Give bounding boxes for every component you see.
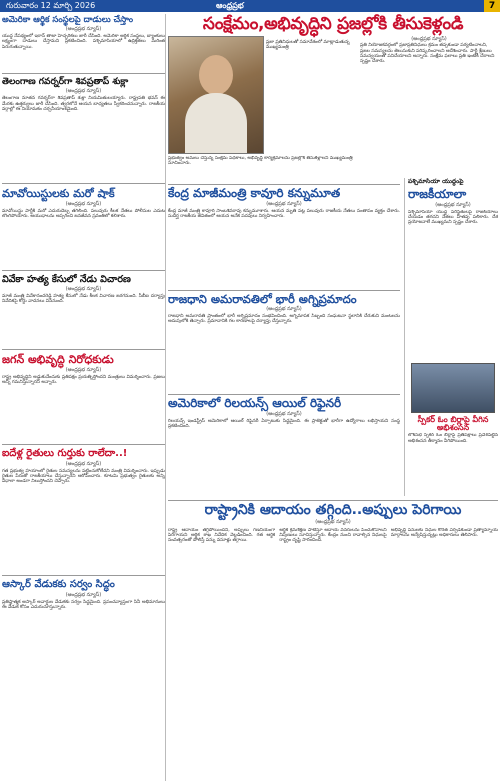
byline: (ఆంధ్రప్రభ న్యూస్): [266, 200, 302, 207]
page-header: [0, 0, 500, 12]
byline: (ఆంధ్రప్రభ న్యూస్): [266, 410, 302, 417]
sub-headline: స్పీకర్ ఓం బిర్లాపై వీగిన అభిశంసన: [417, 414, 489, 432]
headline: కేంద్ర మాజీమంత్రి కావూరి కన్నుమూత: [168, 186, 341, 200]
divider: [168, 290, 400, 291]
divider: [168, 184, 400, 185]
byline: (ఆంధ్రప్రభ న్యూస్): [411, 36, 447, 42]
article-body: రాష్ట్ర అభివృద్ధిని అడ్డుకునేందుకు ప్రతిపక్షం ప్రయత్నిస్తోందని మంత్రులు విమర్శించారు. ప్రజలు అన్నీ గమనిస్తున్నారని అన్నారు.: [2, 374, 165, 385]
story-jagan: [2, 352, 165, 442]
sidebar-label: పశ్చిమాసియా యుద్ధంపై: [408, 178, 464, 185]
byline: (ఆంధ్రప్రభ న్యూస్): [435, 201, 471, 208]
article-body: గత ప్రభుత్వ హయాంలో రైతుల సమస్యలను పట్టించుకోలేదని మంత్రి విమర్శించారు. ఇప్పుడు రైతుల పేరుతో రాజకీయాలు చేస్తున్నారని ఆరోపించారు. కూటమి ప్రభుత్వం రైతులకు అన్ని విధాలా అండగా నిలుస్తోందని చెప్పారు.: [2, 468, 165, 485]
byline: (ఆంధ్రప్రభ న్యూస్): [65, 591, 102, 598]
story-maoists: [2, 186, 165, 268]
story-iran-warning: [2, 14, 165, 71]
byline: (ఆంధ్రప్రభ న్యూస్): [65, 285, 102, 292]
headline: తెలంగాణ గవర్నర్‌గా శివప్రతాప్ శుక్లా: [2, 77, 129, 87]
headline: అమెరికాలో రిలయన్స్ ఆయిల్ రిఫైనరీ: [168, 396, 342, 410]
byline: (ఆంధ్రప్రభ న్యూస్): [65, 88, 102, 95]
left-column: [2, 14, 166, 781]
divider: [2, 349, 165, 350]
headline: జగన్ అభివృద్ధి నిరోధకుడు: [2, 353, 114, 366]
byline: (ఆంధ్రప్రభ న్యూస్): [65, 366, 102, 373]
divider: [2, 73, 165, 74]
story-telangana-governor: [2, 76, 165, 181]
divider: [168, 394, 400, 395]
headline: ఆస్కార్ వేడుకకు సర్వం సిద్ధం: [2, 579, 115, 590]
byline: (ఆంధ్రప్రభ న్యూస్): [266, 306, 302, 313]
article-body-col2: ఆర్థిక క్రమశిక్షణ పాటిస్తూ ఆదాయ వనరులను పెంచుకోవాలని నిపుణులు సూచిస్తున్నారు. కేంద్రం నుంచి రావాల్సిన నిధులపై రాష్ట్రం దృష్టి సారించింది.: [279, 527, 387, 544]
headline: రాజధాని అమరావతిలో భారీ అగ్నిప్రమాదం: [168, 292, 357, 306]
story-kavuri: [168, 182, 400, 285]
main-column: [168, 14, 498, 781]
divider: [2, 270, 165, 271]
article-body-col1: రాష్ట్ర ఆదాయం తగ్గిపోయిందని, అప్పులు గణనీయంగా పెరిగాయని ఆర్థిక శాఖ నివేదిక వెల్లడించింది. గత ఆర్థిక సంవత్సరంతో పోలిస్తే పన్ను వసూళ్లు తగ్గాయి.: [168, 527, 276, 544]
story-state-finances: [168, 500, 498, 781]
article-body: మావోయిస్టు పార్టీకి మరో ఎదురుదెబ్బ తగిలింది. పలువురు కీలక నేతలు పోలీసుల ఎదుట లొంగిపోయారు. ఆయుధాలను అప్పగించి జనజీవన స్రవంతిలో కలిశారు.: [2, 208, 165, 219]
story-farmers: [2, 447, 165, 573]
lead-body-text: ప్రతి నియోజకవర్గంలో ప్రజాప్రతినిధులు క్రమం తప్పకుండా పర్యటించాలని, ప్రజల సమస్యలను తెలుసుకుని పరిష్కరించాలని ఆదేశించారు. పార్టీ శ్రేణులు సమన్వయంతో పనిచేయాలని అన్నారు. సంక్షేమ ఫలాలు ప్రతి ఇంటికీ చేరాలని స్పష్టం చేశారు.: [360, 43, 495, 65]
sidebar-headline: రాజకీయాలా: [408, 187, 467, 201]
article-body: రిలయన్స్ ఇండస్ట్రీస్ అమెరికాలో ఆయిల్ రిఫైనరీ ఏర్పాటుకు సిద్ధమైంది. ఈ ప్రాజెక్టుతో భారీగా ఉద్యోగాలు లభిస్తాయని సంస్థ ప్రకటించింది.: [168, 418, 400, 429]
byline: (ఆంధ్రప్రభ న్యూస్): [65, 25, 102, 32]
divider: [2, 183, 165, 184]
article-body-col3: అభివృద్ధి పనులకు నిధుల కొరత ఏర్పడకుండా ప్రత్యామ్నాయ మార్గాలను అన్వేషిస్తున్నట్లు అధికారులు తెలిపారు.: [390, 527, 498, 538]
article-body: పశ్చిమాసియా యుద్ధ పరిస్థితులపై రాజకీయాలు చేయడం తగదని నేతలు హితవు పలికారు. దేశ ప్రయోజనాలే ముఖ్యమని స్పష్టం చేశారు.: [408, 209, 498, 226]
divider: [2, 575, 165, 576]
article-columns: [168, 528, 498, 773]
story-reliance-refinery: [168, 392, 400, 496]
headline: రాష్ట్రానికి ఆదాయం తగ్గింది..అప్పులు పెరిగాయి: [204, 502, 462, 518]
banner-headline: సంక్షేమం,అభివృద్ధిని ప్రజల్లోకి తీసుకెళ్లండి: [202, 14, 464, 34]
article-body: కేంద్ర మాజీ మంత్రి కావూరి సాంబశివరావు కన్నుమూశారు. ఆయన మృతి పట్ల పలువురు రాజకీయ నేతలు సంతాపం వ్యక్తం చేశారు. సుదీర్ఘ రాజకీయ జీవితంలో ఆయన అనేక పదవులు నిర్వహించారు.: [168, 208, 400, 219]
sidebar-story: [404, 178, 498, 496]
story-viveka-case: [2, 273, 165, 347]
headline: అమెరికా ఆర్థిక సంస్థలపై దాడులు చేస్తాం: [2, 15, 134, 25]
divider: [2, 444, 165, 445]
photo-caption: ప్రజా ప్రతినిధులతో సమావేశంలో మాట్లాడుతున్న ముఖ్యమంత్రి: [266, 40, 350, 51]
headline: మావోయిస్టులకు మరో షాక్: [2, 187, 115, 200]
page-number: 7: [484, 0, 500, 12]
headline: ఐదేళ్ల రైతులు గుర్తుకు రాలేదా..!: [2, 448, 128, 459]
article-body: యుద్ధ నేపథ్యంలో ఇరాన్ తాజా హెచ్చరికలు జారీ చేసింది. అమెరికా ఆర్థిక సంస్థలు, బ్యాంకులు లక్ష్యంగా దాడులు చేస్తామని ప్రకటించింది. పశ్చిమాసియాలో ఉద్రిక్తతలు మరింత పెరుగుతున్నాయి.: [2, 33, 165, 50]
photo-body: [185, 93, 247, 153]
story-oscars: [2, 578, 165, 640]
byline: (ఆంధ్రప్రభ న్యూస్): [65, 460, 102, 467]
article-body: తెలంగాణ నూతన గవర్నర్‌గా శివప్రతాప్ శుక్లా నియమితులయ్యారు. రాష్ట్రపతి భవన్ ఈ మేరకు ఉత్తర్వులు జారీ చేసింది. త్వరలోనే ఆయన బాధ్యతలు స్వీకరించనున్నారు. రాజకీయ వర్గాల్లో ఈ నియామకం చర్చనీయాంశమైంది.: [2, 96, 165, 113]
lead-body-right: [360, 36, 498, 176]
photo-face: [199, 55, 233, 95]
masthead-title: ఆంధ్రప్రభ: [216, 1, 244, 10]
lead-body-left: ప్రభుత్వం అమలు చేస్తున్న సంక్షేమ పథకాలు, అభివృద్ధి కార్యక్రమాలను ప్రజల్లోకి తీసుకెళ్లాలని ముఖ్యమంత్రి సూచించారు.: [168, 156, 353, 167]
byline: (ఆంధ్రప్రభ న్యూస్): [315, 518, 351, 525]
headline: వివేకా హత్య కేసులో నేడు విచారణ: [2, 274, 131, 285]
article-body: ప్రతిష్ఠాత్మక ఆస్కార్ అవార్డుల వేడుకకు సర్వం సిద్ధమైంది. ప్రపంచవ్యాప్తంగా సినీ అభిమానులు ఈ వేడుక కోసం ఎదురుచూస్తున్నారు.: [2, 599, 165, 610]
story-amaravati-fire: [168, 288, 400, 388]
article-body: మాజీ మంత్రి వివేకానందరెడ్డి హత్య కేసులో నేడు కీలక విచారణ జరగనుంది. సీబీఐ దర్యాప్తు నివేదికపై కోర్టు వాదనలు విననుంది.: [2, 293, 165, 305]
sidebar-photo: [411, 363, 495, 413]
sub-article-body: లోక్‌సభ స్పీకర్ ఓం బిర్లాపై ప్రతిపక్షాలు ప్రవేశపెట్టిన అభిశంసన తీర్మానం వీగిపోయింది.: [408, 433, 498, 444]
lead-story: [168, 36, 498, 176]
byline: (ఆంధ్రప్రభ న్యూస్): [65, 200, 102, 207]
chief-minister-photo: [168, 36, 264, 154]
issue-date: గురువారం 12 మార్చి 2026: [6, 1, 96, 10]
article-body: రాజధాని అమరావతి ప్రాంతంలో భారీ అగ్నిప్రమాదం సంభవించింది. అగ్నిమాపక సిబ్బంది సంఘటనా స్థలానికి చేరుకుని మంటలను అదుపులోకి తెచ్చారు. ప్రమాదానికి గల కారణాలపై దర్యాప్తు చేస్తున్నారు.: [168, 314, 400, 325]
